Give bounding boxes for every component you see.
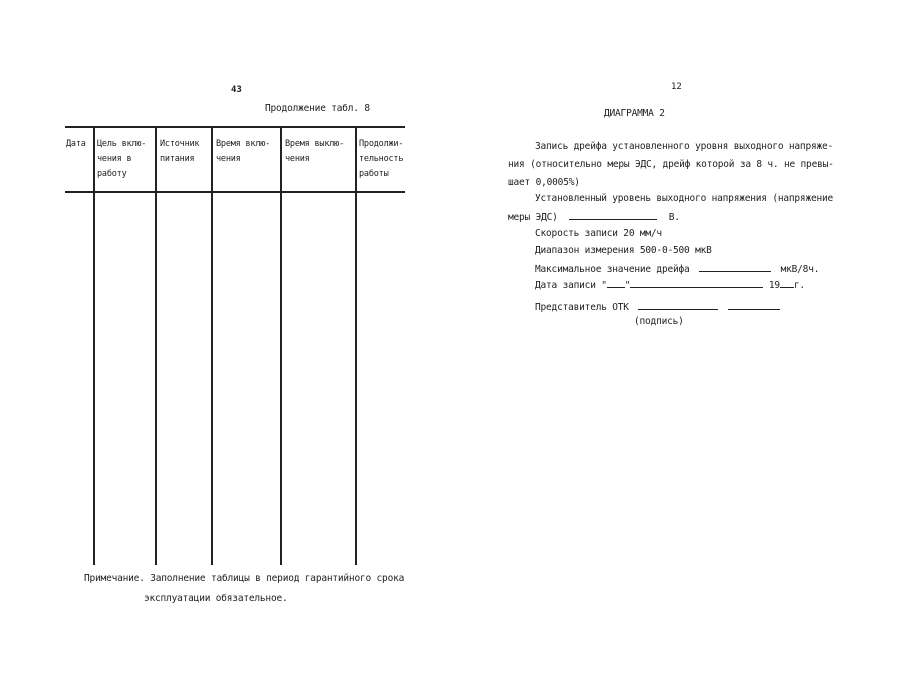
page-number-left: 43 bbox=[231, 85, 242, 95]
output-level-row bbox=[508, 210, 680, 223]
table-header-duration: Продолжи-тельность работы bbox=[359, 139, 404, 179]
table-header-date: Дата bbox=[66, 139, 86, 149]
max-drift-blank bbox=[699, 262, 771, 272]
table-header-purpose: Цель вклю-чения в работу bbox=[97, 139, 147, 179]
qc-representative-label: Представитель ОТК bbox=[535, 302, 629, 313]
record-date-year-blank bbox=[780, 278, 794, 288]
column-divider bbox=[280, 127, 282, 565]
max-drift-unit: мкВ/8ч. bbox=[780, 264, 820, 275]
recording-speed: Скорость записи 20 мм/ч bbox=[535, 228, 662, 239]
record-date-row bbox=[535, 278, 805, 291]
table-header-rule bbox=[65, 191, 405, 193]
qc-representative-row bbox=[535, 300, 780, 313]
paragraph-1-line-3: шает 0,0005%) bbox=[508, 177, 580, 188]
diagram-title: ДИАГРАММА 2 bbox=[604, 108, 665, 119]
column-divider bbox=[93, 127, 95, 565]
column-divider bbox=[355, 127, 357, 565]
record-date-year-prefix: 19 bbox=[768, 280, 780, 291]
output-level-unit: В. bbox=[668, 212, 680, 223]
table-continuation-label: Продолжение табл. 8 bbox=[265, 103, 370, 114]
max-drift-label: Максимальное значение дрейфа bbox=[535, 264, 690, 275]
column-divider bbox=[155, 127, 157, 565]
paragraph-1-line-1: Запись дрейфа установленного уровня выходного напряже- bbox=[535, 141, 834, 152]
table-header-switch-on-time: Время вклю-чения bbox=[216, 139, 271, 164]
measurement-range: Диапазон измерения 500-0-500 мкВ bbox=[535, 245, 712, 256]
max-drift-row bbox=[535, 262, 819, 275]
qc-signature-blank bbox=[728, 300, 780, 310]
record-date-day-blank bbox=[607, 278, 625, 288]
page-number-right: 12 bbox=[671, 82, 682, 92]
record-date-month-blank bbox=[630, 278, 763, 288]
table-note-line-2: эксплуатации обязательное. bbox=[144, 593, 288, 604]
table-top-rule bbox=[65, 126, 405, 128]
output-level-label: меры ЭДС) bbox=[508, 212, 558, 223]
qc-name-blank bbox=[638, 300, 718, 310]
table-note-line-1: Примечание. Заполнение таблицы в период гарантийного срока bbox=[84, 573, 405, 584]
record-date-year-suffix: г. bbox=[793, 280, 805, 291]
paragraph-1-line-2: ния (относительно меры ЭДС, дрейф которой за 8 ч. не превы- bbox=[508, 159, 834, 170]
paragraph-2-line-1: Установленный уровень выходного напряжения (напряжение bbox=[535, 193, 834, 204]
signature-caption: (подпись) bbox=[634, 316, 684, 327]
record-date-close-quote: " bbox=[624, 280, 631, 291]
output-level-blank bbox=[569, 210, 657, 220]
table-header-power-source: Источник питания bbox=[160, 139, 200, 164]
column-divider bbox=[211, 127, 213, 565]
table-header-switch-off-time: Время выклю-чения bbox=[285, 139, 345, 164]
record-date-label: Дата записи " bbox=[535, 280, 607, 291]
